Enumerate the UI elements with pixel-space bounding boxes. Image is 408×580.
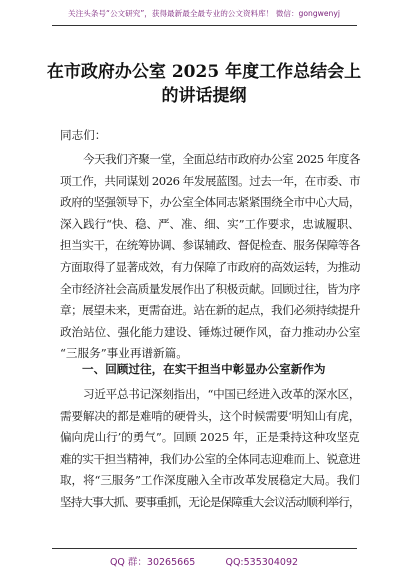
paragraph-line: 政治站位、强化能力建设、锤炼过硬作风，奋力推动办公室 [60, 324, 361, 339]
paragraph-line: 习近平总书记深刻指出，“中国已经进入改革的深水区， [83, 387, 361, 401]
paragraph-line: 取，将“三服务”工作深度融入全市改革发展稳定大局。我们 [60, 473, 360, 488]
header-note: 关注头条号“公文研究”，获得最新最全最专业的公文资料库！ 微信：gongwenyj [68, 9, 340, 18]
section-paragraph [60, 384, 360, 514]
paragraph-line: 深入践行“快、稳、严、准、细、实”工作要求，忠诚履职、 [60, 216, 360, 231]
paragraph-line: 今天我们齐聚一堂，全面总结市政府办公室 2025 年度各 [83, 152, 360, 166]
footer-divider [52, 548, 357, 549]
paragraph-line: 坚持大事大抓、要事重抓，无论是保障重大会议活动顺利举行， [60, 494, 360, 509]
header-divider [52, 25, 357, 26]
title-line-2: 的讲话提纲 [161, 86, 247, 106]
paragraph-line: “三服务”事业再谱新篇。 [60, 346, 188, 361]
section-heading: 一、回顾过往，在实干担当中彰显办公室新作为 [82, 362, 326, 376]
paragraph-line: 方面取得了显著成效，有力保障了市政府的高效运转，为推动 [60, 259, 361, 274]
salutation: 同志们： [60, 128, 107, 142]
intro-paragraph [60, 149, 360, 365]
paragraph-line: 偏向虎山行’的勇气”。回顾 2025 年，正是秉持这种攻坚克 [60, 430, 360, 445]
title-line-1: 在市政府办公室 2025 年度工作总结会上 [46, 62, 362, 82]
paragraph-line: 项工作，共同谋划 2026 年发展蓝图。过去一年，在市委、市 [60, 173, 361, 188]
paragraph-line: 难的实干担当精神，我们办公室的全体同志迎难而上、锐意进 [60, 451, 361, 466]
paragraph-line: 全市经济社会高质量发展作出了积极贡献。回顾过往，皆为序 [60, 281, 361, 296]
paragraph-line: 担当实干，在统筹协调、参谋辅政、督促检查、服务保障等各 [60, 238, 361, 253]
paragraph-line: 章；展望未来，更需奋进。站在新的起点，我们必须持续提升 [60, 303, 361, 318]
paragraph-line: 需要解决的都是难啃的硬骨头，这个时候需要‘明知山有虎， [60, 408, 361, 423]
paragraph-line: 政府的坚强领导下，办公室全体同志紧紧围绕全市中心大局， [60, 195, 361, 210]
document-title [40, 60, 368, 108]
footer-contact: QQ 群：30265665 QQ:535304092 [109, 557, 299, 568]
